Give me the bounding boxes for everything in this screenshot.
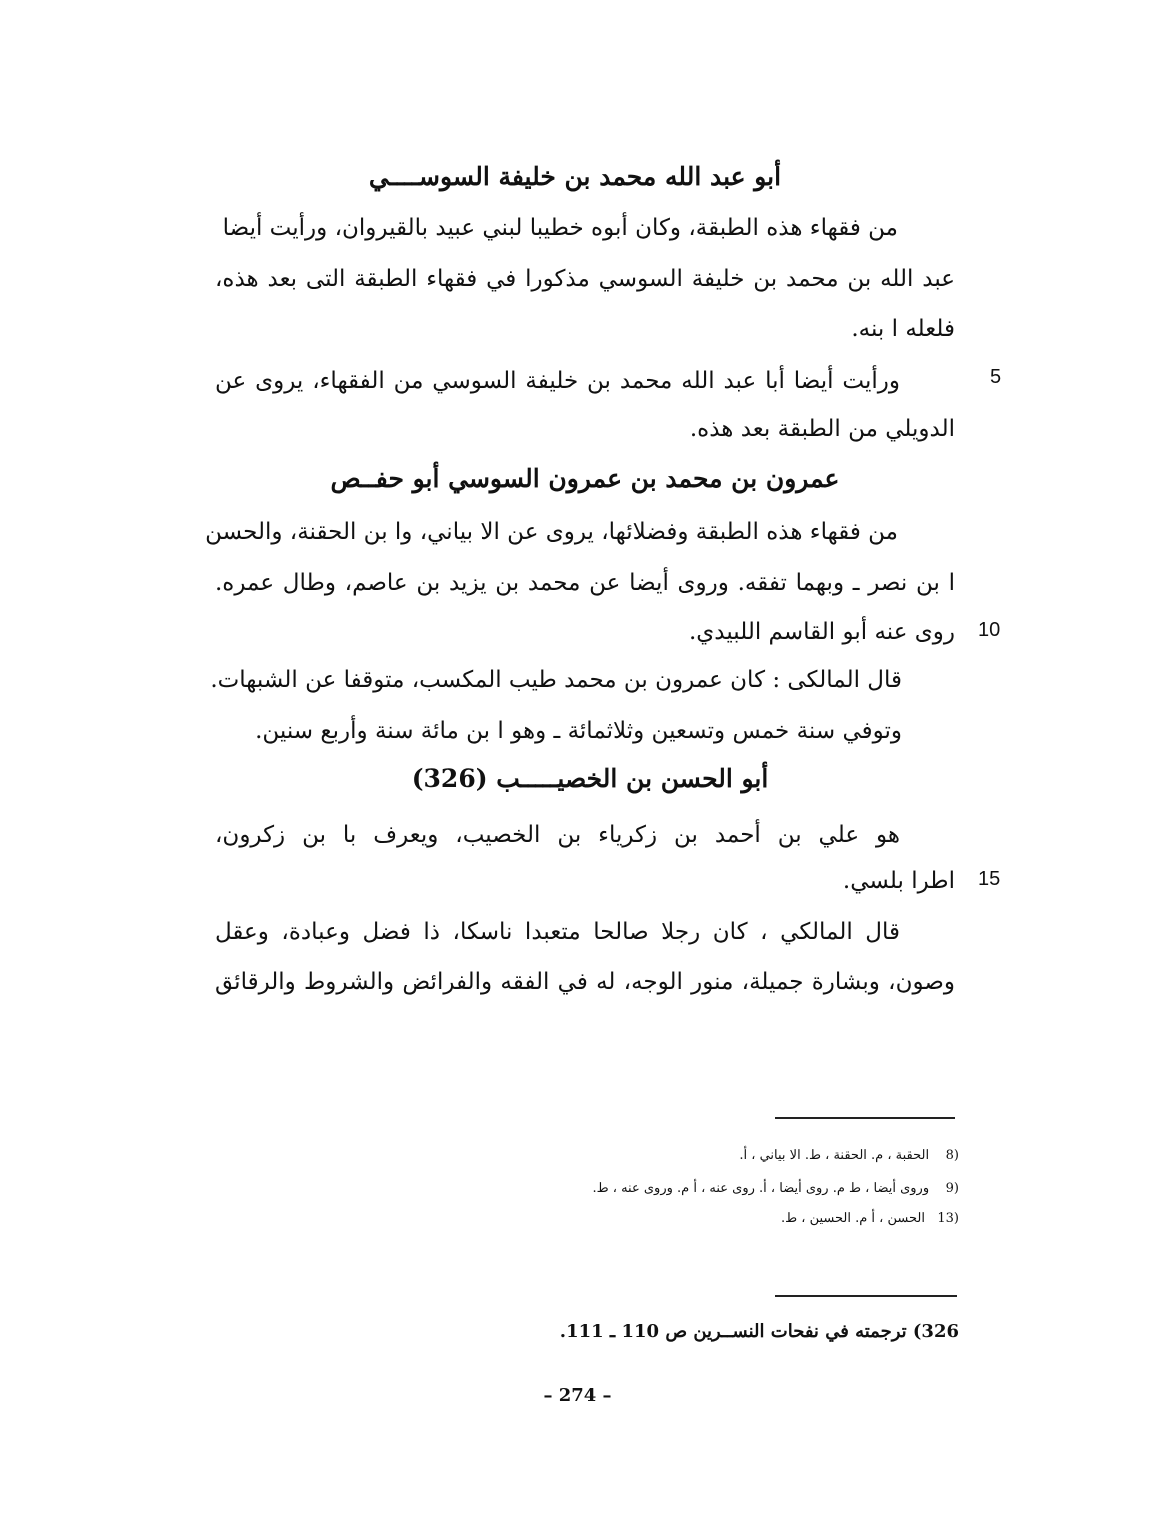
text-line: وتوفي سنة خمس وتسعين وثلاثمائة ـ وهو ا بن مائة سنة وأربع سنين. xyxy=(255,718,902,744)
text-line: فلعله ا بنه. xyxy=(851,316,955,342)
footnote xyxy=(592,1180,959,1198)
footnote-text: الحقبة ، م. الحقنة ، ط. الا بياني ، أ. xyxy=(739,1148,930,1163)
text-line: وصون، وبشارة جميلة، منور الوجه، له في الفقه والفرائض والشروط والرقائق xyxy=(215,969,955,995)
line-number: 15 xyxy=(978,868,1001,890)
text-line: قال المالكى : كان عمرون بن محمد طيب المكسب، متوقفا عن الشبهات. xyxy=(210,667,902,693)
text-line: ورأيت أيضا أبا عبد الله محمد بن خليفة السوسي من الفقهاء، يروى عن xyxy=(215,368,900,394)
footnote-number: (8 xyxy=(945,1148,959,1163)
text-line: هو علي بن أحمد بن زكرياء بن الخصيب، ويعرف با بن زكرون، xyxy=(215,822,900,848)
text-line: من فقهاء هذه الطبقة، وكان أبوه خطيبا لبني عبيد بالقيروان، ورأيت أيضا xyxy=(222,215,898,241)
text-line: ا بن نصر ـ وبهما تفقه. وروى أيضا عن محمد بن يزيد بن عاصم، وطال عمره. xyxy=(215,570,955,596)
footnote xyxy=(739,1147,959,1165)
text-line: قال المالكي ، كان رجلا صالحا متعبدا ناسكا، ذا فضل وعبادة، وعقل xyxy=(215,919,900,945)
line-number: 10 xyxy=(978,619,1001,641)
entry-heading: عمرون بن محمد بن عمرون السوسي أبو حفــص xyxy=(330,464,840,493)
line-number: 5 xyxy=(990,366,1002,388)
note-separator xyxy=(775,1295,957,1297)
footnote-number: (13 xyxy=(937,1211,959,1226)
footnote-text: الحسن ، أ م. الحسين ، ط. xyxy=(780,1211,925,1226)
text-line: اطرا بلسي. xyxy=(842,868,955,894)
text-line: روى عنه أبو القاسم اللبيدي. xyxy=(688,619,955,645)
text-line: من فقهاء هذه الطبقة وفضلائها، يروى عن الا بياني، وا بن الحقنة، والحسن xyxy=(205,519,898,545)
text-line: عبد الله بن محمد بن خليفة السوسي مذكورا في فقهاء الطبقة التى بعد هذه، xyxy=(215,266,955,292)
page-number: – 274 – xyxy=(543,1385,612,1406)
footnote-number: (9 xyxy=(945,1181,959,1196)
biography-note: 326) ترجمته في نفحات النســرين ص 110 ـ 111. xyxy=(559,1321,959,1342)
text-line: الدويلي من الطبقة بعد هذه. xyxy=(689,416,955,442)
entry-heading: أبو الحسن بن الخصيـــــب (326) xyxy=(411,764,769,793)
footnote-separator xyxy=(775,1117,955,1119)
footnote-text: وروى أيضا ، ط م. روى أيضا ، أ. روى عنه ، أ م. وروى عنه ، ط. xyxy=(592,1181,930,1196)
entry-heading: أبو عبد الله محمد بن خليفة السوســــي xyxy=(368,162,782,191)
footnote xyxy=(781,1210,959,1228)
